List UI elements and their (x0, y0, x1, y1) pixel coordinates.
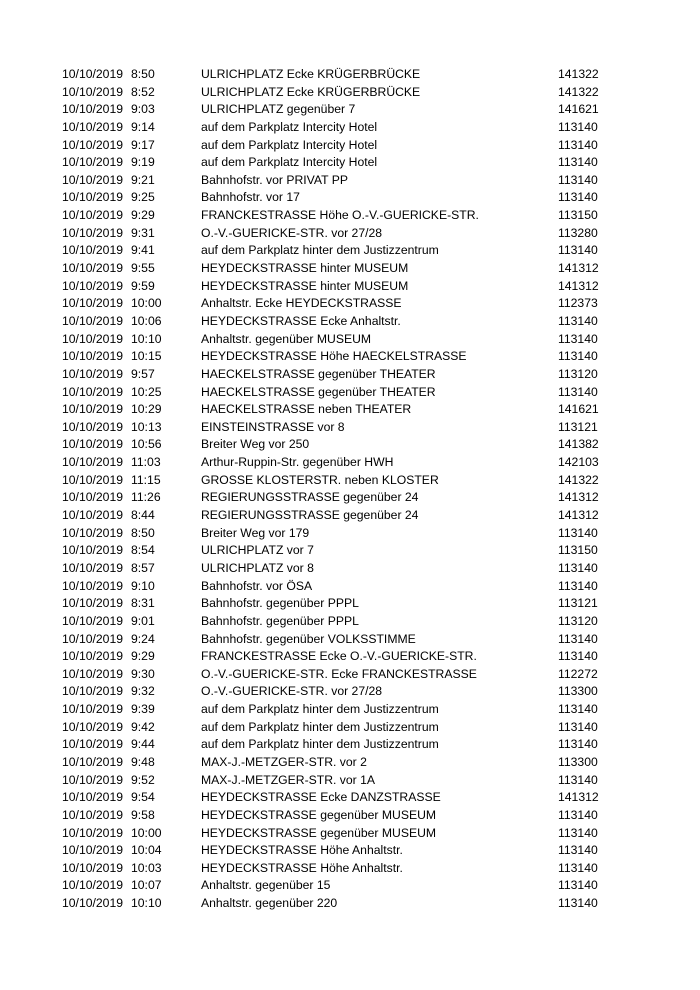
code-cell: 113140 (558, 331, 598, 346)
location-cell: ULRICHPLATZ vor 8 (201, 560, 314, 575)
table-row (62, 278, 622, 296)
location-cell: MAX-J.-METZGER-STR. vor 2 (201, 754, 367, 769)
table-row (62, 613, 622, 631)
date-cell: 10/10/2019 (62, 278, 123, 293)
table-row (62, 137, 622, 155)
date-cell: 10/10/2019 (62, 313, 123, 328)
date-cell: 10/10/2019 (62, 472, 123, 487)
date-cell: 10/10/2019 (62, 878, 123, 893)
location-cell: FRANCKESTRASSE Ecke O.-V.-GUERICKE-STR. (201, 649, 477, 664)
date-cell: 10/10/2019 (62, 843, 123, 858)
location-cell: Anhaltstr. gegenüber 220 (201, 896, 338, 911)
date-cell: 10/10/2019 (62, 331, 123, 346)
time-cell: 9:30 (131, 666, 155, 681)
code-cell: 112272 (558, 666, 598, 681)
time-cell: 9:48 (131, 754, 155, 769)
table-row (62, 560, 622, 578)
date-cell: 10/10/2019 (62, 366, 123, 381)
table-row (62, 807, 622, 825)
date-cell: 10/10/2019 (62, 560, 123, 575)
code-cell: 141322 (558, 84, 599, 99)
code-cell: 141621 (558, 102, 599, 117)
table-row (62, 172, 622, 190)
code-cell: 113140 (558, 190, 598, 205)
table-row (62, 825, 622, 843)
location-cell: MAX-J.-METZGER-STR. vor 1A (201, 772, 376, 787)
code-cell: 113140 (558, 737, 598, 752)
time-cell: 9:14 (131, 119, 155, 134)
time-cell: 10:07 (131, 878, 162, 893)
code-cell: 112373 (558, 296, 598, 311)
time-cell: 10:04 (131, 843, 162, 858)
code-cell: 113140 (558, 349, 598, 364)
code-cell: 113140 (558, 719, 598, 734)
date-cell: 10/10/2019 (62, 172, 123, 187)
location-cell: HEYDECKSTRASSE hinter MUSEUM (201, 278, 409, 293)
table-row (62, 736, 622, 754)
table-row (62, 489, 622, 507)
time-cell: 9:21 (131, 172, 155, 187)
time-cell: 9:17 (131, 137, 155, 152)
time-cell: 9:32 (131, 684, 155, 699)
location-cell: HEYDECKSTRASSE hinter MUSEUM (201, 261, 409, 276)
time-cell: 10:03 (131, 860, 162, 875)
location-cell: Bahnhofstr. vor 17 (201, 190, 300, 205)
code-cell: 113300 (558, 754, 598, 769)
code-cell: 141322 (558, 67, 599, 81)
time-cell: 9:44 (131, 737, 155, 752)
table-row (62, 701, 622, 719)
time-cell: 9:10 (131, 578, 155, 593)
table-row (62, 119, 622, 137)
table-row (62, 260, 622, 278)
location-cell: HEYDECKSTRASSE Höhe Anhaltstr. (201, 843, 403, 858)
location-cell: HEYDECKSTRASSE Höhe Anhaltstr. (201, 860, 403, 875)
code-cell: 113120 (558, 366, 598, 381)
code-cell: 113140 (558, 560, 598, 575)
date-cell: 10/10/2019 (62, 525, 123, 540)
date-cell: 10/10/2019 (62, 684, 123, 699)
date-cell: 10/10/2019 (62, 225, 123, 240)
code-cell: 141312 (558, 508, 599, 523)
time-cell: 10:29 (131, 402, 162, 417)
location-cell: Arthur-Ruppin-Str. gegenüber HWH (201, 455, 394, 470)
date-cell: 10/10/2019 (62, 243, 123, 258)
date-cell: 10/10/2019 (62, 649, 123, 664)
table-row (62, 507, 622, 525)
table-row (62, 772, 622, 790)
location-cell: ULRICHPLATZ gegenüber 7 (201, 102, 356, 117)
table-row (62, 683, 622, 701)
time-cell: 10:00 (131, 296, 162, 311)
location-cell: HAECKELSTRASSE gegenüber THEATER (201, 366, 436, 381)
time-cell: 8:44 (131, 508, 155, 523)
table-row (62, 436, 622, 454)
date-cell: 10/10/2019 (62, 596, 123, 611)
time-cell: 11:03 (131, 455, 161, 470)
date-cell: 10/10/2019 (62, 790, 123, 805)
time-cell: 11:26 (131, 490, 161, 505)
time-cell: 9:59 (131, 278, 155, 293)
code-cell: 113140 (558, 137, 598, 152)
date-cell: 10/10/2019 (62, 543, 123, 558)
location-cell: Breiter Weg vor 179 (201, 525, 310, 540)
table-row (62, 295, 622, 313)
time-cell: 8:31 (131, 596, 155, 611)
table-row (62, 542, 622, 560)
date-cell: 10/10/2019 (62, 702, 123, 717)
time-cell: 10:00 (131, 825, 162, 840)
table-row (62, 154, 622, 172)
code-cell: 141312 (558, 490, 599, 505)
table-row (62, 578, 622, 596)
date-cell: 10/10/2019 (62, 419, 123, 434)
time-cell: 9:39 (131, 702, 155, 717)
location-cell: ULRICHPLATZ vor 7 (201, 543, 314, 558)
code-cell: 113140 (558, 878, 598, 893)
date-cell: 10/10/2019 (62, 402, 123, 417)
location-cell: Breiter Weg vor 250 (201, 437, 310, 452)
date-cell: 10/10/2019 (62, 455, 123, 470)
date-cell: 10/10/2019 (62, 860, 123, 875)
location-cell: Bahnhofstr. gegenüber PPPL (201, 596, 359, 611)
date-cell: 10/10/2019 (62, 666, 123, 681)
date-cell: 10/10/2019 (62, 825, 123, 840)
time-cell: 9:01 (131, 613, 155, 628)
code-cell: 141312 (558, 261, 599, 276)
code-cell: 142103 (558, 455, 599, 470)
date-cell: 10/10/2019 (62, 349, 123, 364)
time-cell: 9:31 (131, 225, 155, 240)
date-cell: 10/10/2019 (62, 578, 123, 593)
location-cell: auf dem Parkplatz Intercity Hotel (201, 155, 378, 170)
code-cell: 113140 (558, 525, 598, 540)
location-cell: EINSTEINSTRASSE vor 8 (201, 419, 345, 434)
date-cell: 10/10/2019 (62, 208, 123, 223)
location-cell: auf dem Parkplatz hinter dem Justizzentrum (201, 719, 439, 734)
location-cell: ULRICHPLATZ Ecke KRÜGERBRÜCKE (201, 84, 421, 99)
table-row (62, 384, 622, 402)
location-cell: Bahnhofstr. gegenüber PPPL (201, 613, 359, 628)
location-cell: HEYDECKSTRASSE gegenüber MUSEUM (201, 807, 437, 822)
table-row (62, 719, 622, 737)
location-cell: HAECKELSTRASSE gegenüber THEATER (201, 384, 436, 399)
time-cell: 10:13 (131, 419, 162, 434)
records-table (62, 66, 622, 913)
date-cell: 10/10/2019 (62, 508, 123, 523)
date-cell: 10/10/2019 (62, 261, 123, 276)
date-cell: 10/10/2019 (62, 119, 123, 134)
table-row (62, 66, 622, 84)
date-cell: 10/10/2019 (62, 155, 123, 170)
code-cell: 113140 (558, 384, 598, 399)
time-cell: 10:10 (131, 896, 162, 911)
table-row (62, 348, 622, 366)
code-cell: 113150 (558, 543, 598, 558)
time-cell: 9:58 (131, 807, 155, 822)
code-cell: 113150 (558, 208, 598, 223)
date-cell: 10/10/2019 (62, 190, 123, 205)
code-cell: 113300 (558, 684, 598, 699)
date-cell: 10/10/2019 (62, 896, 123, 911)
time-cell: 11:15 (131, 472, 161, 487)
code-cell: 113140 (558, 807, 598, 822)
location-cell: REGIERUNGSSTRASSE gegenüber 24 (201, 490, 419, 505)
time-cell: 9:19 (131, 155, 155, 170)
time-cell: 9:29 (131, 208, 155, 223)
table-row (62, 648, 622, 666)
date-cell: 10/10/2019 (62, 737, 123, 752)
location-cell: Bahnhofstr. vor ÖSA (201, 578, 313, 593)
table-row (62, 472, 622, 490)
table-row (62, 84, 622, 102)
location-cell: O.-V.-GUERICKE-STR. Ecke FRANCKESTRASSE (201, 666, 477, 681)
time-cell: 9:54 (131, 790, 155, 805)
location-cell: FRANCKESTRASSE Höhe O.-V.-GUERICKE-STR. (201, 208, 479, 223)
table-row (62, 242, 622, 260)
table-row (62, 207, 622, 225)
location-cell: auf dem Parkplatz Intercity Hotel (201, 119, 378, 134)
time-cell: 10:56 (131, 437, 162, 452)
table-row (62, 225, 622, 243)
code-cell: 113140 (558, 896, 598, 911)
time-cell: 10:25 (131, 384, 162, 399)
time-cell: 8:50 (131, 525, 155, 540)
code-cell: 113140 (558, 155, 598, 170)
table-row (62, 401, 622, 419)
table-row (62, 789, 622, 807)
location-cell: ULRICHPLATZ Ecke KRÜGERBRÜCKE (201, 67, 421, 81)
location-cell: Bahnhofstr. gegenüber VOLKSSTIMME (201, 631, 416, 646)
location-cell: Bahnhofstr. vor PRIVAT PP (201, 172, 348, 187)
code-cell: 113121 (558, 419, 598, 434)
time-cell: 9:29 (131, 649, 155, 664)
code-cell: 113140 (558, 172, 598, 187)
location-cell: auf dem Parkplatz hinter dem Justizzentrum (201, 702, 439, 717)
date-cell: 10/10/2019 (62, 384, 123, 399)
location-cell: O.-V.-GUERICKE-STR. vor 27/28 (201, 225, 383, 240)
code-cell: 141621 (558, 402, 599, 417)
code-cell: 113140 (558, 243, 598, 258)
code-cell: 113140 (558, 631, 598, 646)
location-cell: Anhaltstr. gegenüber MUSEUM (201, 331, 372, 346)
location-cell: auf dem Parkplatz hinter dem Justizzentrum (201, 737, 439, 752)
table-row (62, 419, 622, 437)
time-cell: 10:06 (131, 313, 162, 328)
time-cell: 9:55 (131, 261, 155, 276)
table-row (62, 313, 622, 331)
date-cell: 10/10/2019 (62, 772, 123, 787)
location-cell: auf dem Parkplatz hinter dem Justizzentrum (201, 243, 439, 258)
location-cell: HEYDECKSTRASSE Höhe HAECKELSTRASSE (201, 349, 467, 364)
time-cell: 9:25 (131, 190, 155, 205)
code-cell: 141312 (558, 790, 599, 805)
time-cell: 9:41 (131, 243, 155, 258)
code-cell: 113280 (558, 225, 598, 240)
code-cell: 113120 (558, 613, 598, 628)
location-cell: Anhaltstr. Ecke HEYDECKSTRASSE (201, 296, 402, 311)
date-cell: 10/10/2019 (62, 490, 123, 505)
location-cell: Anhaltstr. gegenüber 15 (201, 878, 331, 893)
code-cell: 113140 (558, 649, 598, 664)
date-cell: 10/10/2019 (62, 437, 123, 452)
code-cell: 113140 (558, 313, 598, 328)
date-cell: 10/10/2019 (62, 807, 123, 822)
table-row (62, 842, 622, 860)
location-cell: HAECKELSTRASSE neben THEATER (201, 402, 412, 417)
location-cell: GROSSE KLOSTERSTR. neben KLOSTER (201, 472, 439, 487)
table-row (62, 189, 622, 207)
table-row (62, 331, 622, 349)
time-cell: 10:10 (131, 331, 162, 346)
code-cell: 113140 (558, 843, 598, 858)
table-row (62, 860, 622, 878)
date-cell: 10/10/2019 (62, 67, 123, 81)
table-row (62, 595, 622, 613)
code-cell: 113140 (558, 119, 598, 134)
time-cell: 9:03 (131, 102, 155, 117)
location-cell: auf dem Parkplatz Intercity Hotel (201, 137, 378, 152)
table-row (62, 666, 622, 684)
time-cell: 9:24 (131, 631, 155, 646)
time-cell: 8:50 (131, 67, 155, 81)
location-cell: HEYDECKSTRASSE Ecke DANZSTRASSE (201, 790, 441, 805)
location-cell: O.-V.-GUERICKE-STR. vor 27/28 (201, 684, 383, 699)
code-cell: 141312 (558, 278, 599, 293)
date-cell: 10/10/2019 (62, 84, 123, 99)
location-cell: REGIERUNGSSTRASSE gegenüber 24 (201, 508, 419, 523)
table-row (62, 525, 622, 543)
table-row (62, 366, 622, 384)
table-row (62, 101, 622, 119)
date-cell: 10/10/2019 (62, 296, 123, 311)
time-cell: 9:52 (131, 772, 155, 787)
code-cell: 113121 (558, 596, 598, 611)
time-cell: 10:15 (131, 349, 162, 364)
date-cell: 10/10/2019 (62, 631, 123, 646)
code-cell: 141322 (558, 472, 599, 487)
table-row (62, 895, 622, 913)
date-cell: 10/10/2019 (62, 613, 123, 628)
time-cell: 8:54 (131, 543, 155, 558)
time-cell: 8:57 (131, 560, 155, 575)
date-cell: 10/10/2019 (62, 719, 123, 734)
location-cell: HEYDECKSTRASSE Ecke Anhaltstr. (201, 313, 401, 328)
date-cell: 10/10/2019 (62, 754, 123, 769)
code-cell: 113140 (558, 578, 598, 593)
code-cell: 141382 (558, 437, 599, 452)
location-cell: HEYDECKSTRASSE gegenüber MUSEUM (201, 825, 437, 840)
table-row (62, 454, 622, 472)
code-cell: 113140 (558, 860, 598, 875)
table-row (62, 631, 622, 649)
code-cell: 113140 (558, 825, 598, 840)
code-cell: 113140 (558, 702, 598, 717)
code-cell: 113140 (558, 772, 598, 787)
time-cell: 9:57 (131, 366, 155, 381)
date-cell: 10/10/2019 (62, 137, 123, 152)
table-row (62, 877, 622, 895)
time-cell: 9:42 (131, 719, 155, 734)
date-cell: 10/10/2019 (62, 102, 123, 117)
table-row (62, 754, 622, 772)
time-cell: 8:52 (131, 84, 155, 99)
